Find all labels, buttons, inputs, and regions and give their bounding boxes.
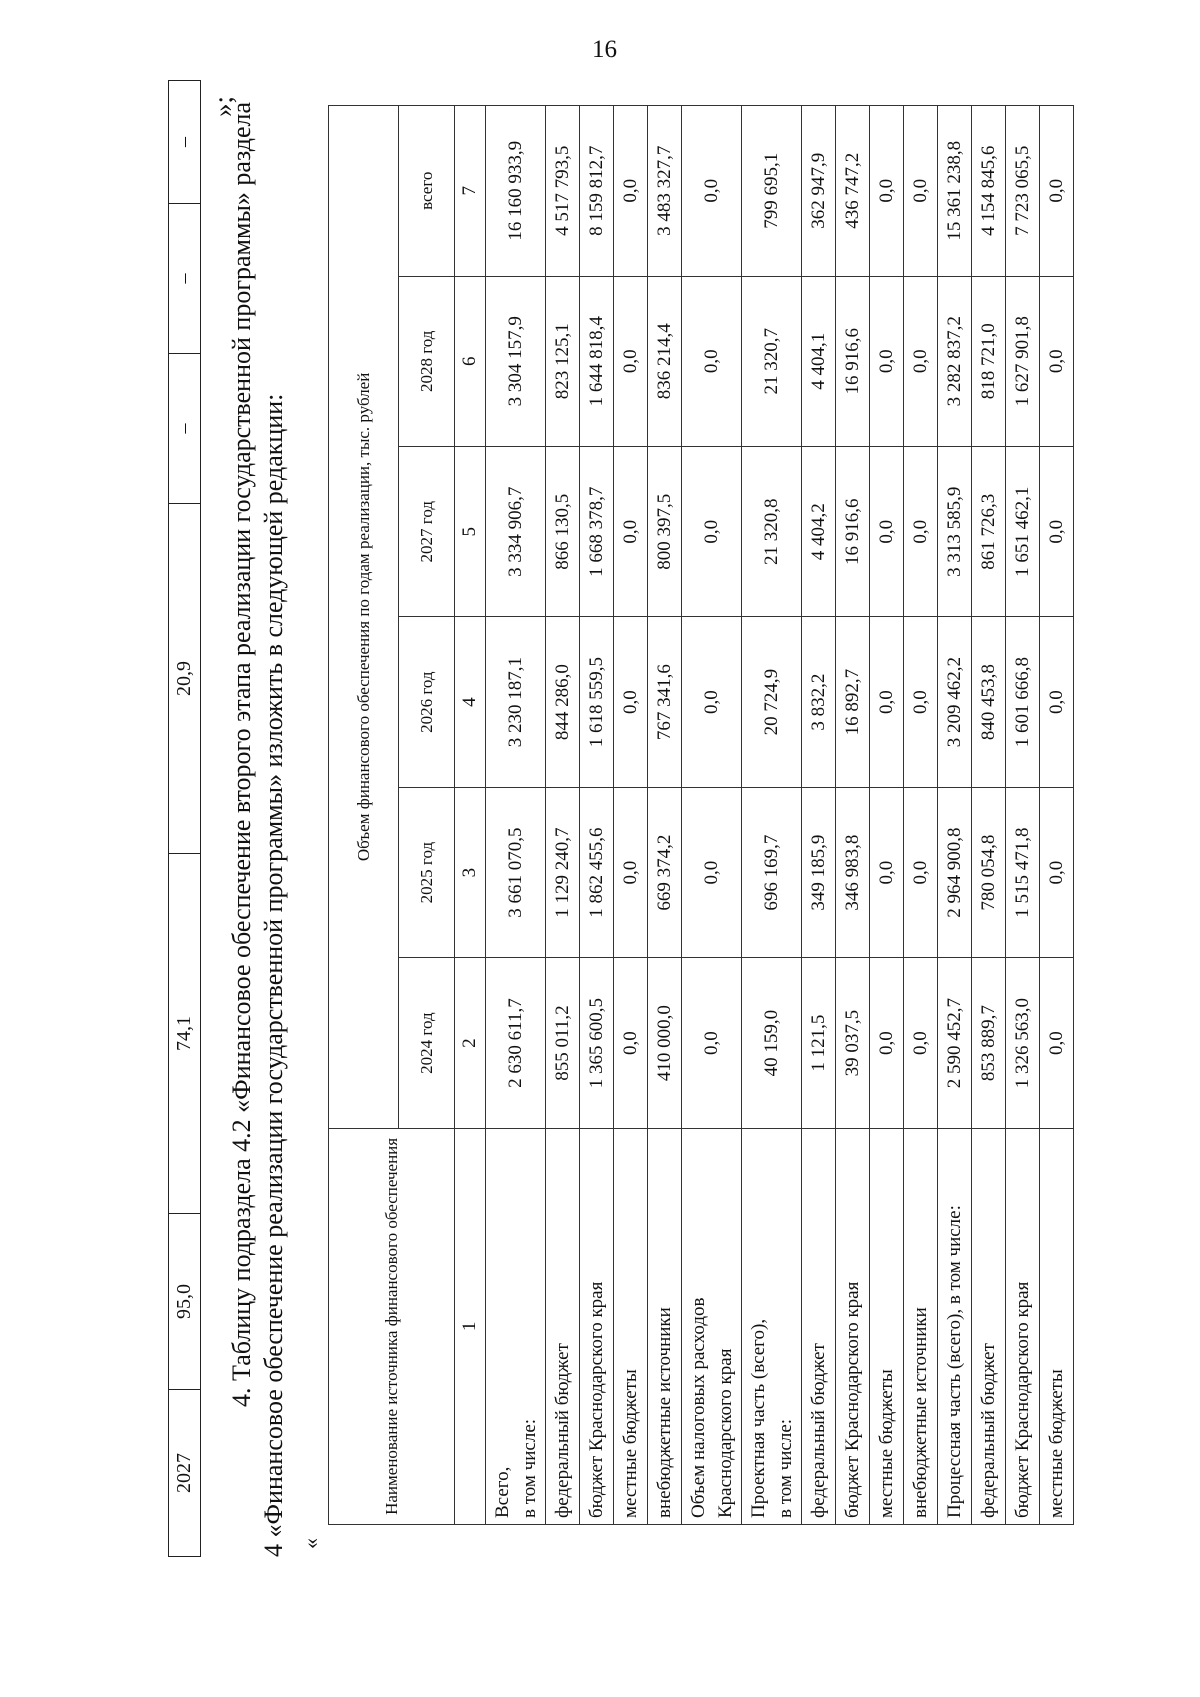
- year-value-cell: 16 892,7: [836, 617, 870, 787]
- year-value-cell: 1 515 471,8: [1006, 787, 1040, 957]
- total-value-cell: 0,0: [870, 106, 904, 277]
- year-value-cell: 3 313 585,9: [938, 446, 972, 616]
- header-year: 2026 год: [399, 617, 455, 787]
- year-value-cell: 0,0: [904, 276, 938, 446]
- year-value-cell: 0,0: [682, 958, 742, 1128]
- year-value-cell: 0,0: [682, 446, 742, 616]
- total-value-cell: 15 361 238,8: [938, 106, 972, 277]
- year-value-cell: 0,0: [1040, 787, 1074, 957]
- year-value-cell: 3 661 070,5: [486, 787, 546, 957]
- column-number: 4: [455, 617, 486, 787]
- year-value-cell: 21 320,8: [742, 446, 802, 616]
- table-row: [1006, 106, 1040, 1525]
- header-year: 2025 год: [399, 787, 455, 957]
- year-value-cell: 0,0: [870, 617, 904, 787]
- year-value-cell: 0,0: [904, 617, 938, 787]
- total-value-cell: 4 154 845,6: [972, 106, 1006, 277]
- table-row: [486, 106, 546, 1525]
- year-value-cell: 780 054,8: [972, 787, 1006, 957]
- total-value-cell: 7 723 065,5: [1006, 106, 1040, 277]
- source-name: Всего,: [491, 1466, 513, 1518]
- prev-cell: 95,0: [169, 1213, 200, 1389]
- year-value-cell: 1 618 559,5: [580, 617, 614, 787]
- table-row: [648, 106, 682, 1525]
- column-number: 1: [455, 1128, 486, 1524]
- year-value-cell: 855 011,2: [546, 958, 580, 1128]
- column-number: 5: [455, 446, 486, 616]
- year-value-cell: 844 286,0: [546, 617, 580, 787]
- prev-cell: 74,1: [169, 853, 200, 1213]
- page-number: 16: [592, 36, 617, 63]
- year-value-cell: 3 334 906,7: [486, 446, 546, 616]
- year-value-cell: 1 651 462,1: [1006, 446, 1040, 616]
- table-row: [904, 106, 938, 1525]
- year-value-cell: 818 721,0: [972, 276, 1006, 446]
- year-value-cell: 823 125,1: [546, 276, 580, 446]
- year-value-cell: 2 590 452,7: [938, 958, 972, 1128]
- year-value-cell: 2 964 900,8: [938, 787, 972, 957]
- source-name-cell: [802, 1128, 836, 1524]
- year-value-cell: 0,0: [614, 958, 648, 1128]
- year-value-cell: 800 397,5: [648, 446, 682, 616]
- prev-cell: 2027: [169, 1389, 200, 1556]
- year-value-cell: 410 000,0: [648, 958, 682, 1128]
- year-value-cell: 1 365 600,5: [580, 958, 614, 1128]
- header-total: всего: [399, 106, 455, 277]
- year-value-cell: 0,0: [1040, 446, 1074, 616]
- source-name-continuation: в том числе:: [518, 1418, 540, 1518]
- closing-quote: »;: [208, 95, 238, 117]
- prev-cell: 20,9: [169, 503, 200, 853]
- year-value-cell: 0,0: [904, 787, 938, 957]
- financing-table: [328, 105, 1074, 1525]
- header-source-name: Наименование источника финансового обеспечения: [329, 1128, 455, 1524]
- source-name: Проектная часть (всего),: [747, 1318, 769, 1518]
- year-value-cell: 0,0: [614, 617, 648, 787]
- source-name-cell: [614, 1128, 648, 1524]
- year-value-cell: 3 304 157,9: [486, 276, 546, 446]
- year-value-cell: 0,0: [1040, 276, 1074, 446]
- source-name: внебюджетные источники: [654, 1307, 675, 1518]
- total-value-cell: 8 159 812,7: [580, 106, 614, 277]
- year-value-cell: 39 037,5: [836, 958, 870, 1128]
- source-name-cell: [870, 1128, 904, 1524]
- year-value-cell: 1 129 240,7: [546, 787, 580, 957]
- year-value-cell: 696 169,7: [742, 787, 802, 957]
- source-name-cell: [580, 1128, 614, 1524]
- opening-quote: «: [298, 1538, 323, 1549]
- year-value-cell: 3 230 187,1: [486, 617, 546, 787]
- year-value-cell: 3 209 462,2: [938, 617, 972, 787]
- year-value-cell: 1 627 901,8: [1006, 276, 1040, 446]
- total-value-cell: 436 747,2: [836, 106, 870, 277]
- table-row: [1040, 106, 1074, 1525]
- source-name: Объем налоговых расходов: [687, 1297, 709, 1518]
- table-row: [938, 106, 972, 1525]
- table-row: [742, 106, 802, 1525]
- year-value-cell: 1 326 563,0: [1006, 958, 1040, 1128]
- year-value-cell: 1 601 666,8: [1006, 617, 1040, 787]
- source-name-continuation: в том числе:: [774, 1418, 796, 1518]
- total-value-cell: 0,0: [614, 106, 648, 277]
- source-name-cell: [486, 1128, 546, 1524]
- total-value-cell: 362 947,9: [802, 106, 836, 277]
- total-value-cell: 4 517 793,5: [546, 106, 580, 277]
- column-number: 6: [455, 276, 486, 446]
- year-value-cell: 0,0: [614, 787, 648, 957]
- header-year: 2027 год: [399, 446, 455, 616]
- year-value-cell: 0,0: [614, 446, 648, 616]
- year-value-cell: 20 724,9: [742, 617, 802, 787]
- source-name-cell: [682, 1128, 742, 1524]
- year-value-cell: 0,0: [614, 276, 648, 446]
- heading-line-2: 4 «Финансовое обеспечение реализации государственной программы» изложить в следующей редакции:: [259, 393, 288, 1557]
- year-value-cell: 346 983,8: [836, 787, 870, 957]
- year-value-cell: 0,0: [1040, 617, 1074, 787]
- year-value-cell: 840 453,8: [972, 617, 1006, 787]
- amendment-heading: [226, 101, 290, 1557]
- year-value-cell: 3 282 837,2: [938, 276, 972, 446]
- year-value-cell: 861 726,3: [972, 446, 1006, 616]
- source-name: федеральный бюджет: [978, 1343, 999, 1518]
- year-value-cell: 3 832,2: [802, 617, 836, 787]
- year-value-cell: 0,0: [870, 446, 904, 616]
- source-name: федеральный бюджет: [808, 1343, 829, 1518]
- total-value-cell: 0,0: [682, 106, 742, 277]
- year-value-cell: 767 341,6: [648, 617, 682, 787]
- source-name-cell: [1040, 1128, 1074, 1524]
- year-value-cell: 853 889,7: [972, 958, 1006, 1128]
- year-value-cell: 0,0: [904, 446, 938, 616]
- source-name-cell: [972, 1128, 1006, 1524]
- year-value-cell: 16 916,6: [836, 276, 870, 446]
- year-value-cell: 0,0: [870, 276, 904, 446]
- year-value-cell: 0,0: [870, 958, 904, 1128]
- year-value-cell: 0,0: [682, 787, 742, 957]
- source-name: федеральный бюджет: [552, 1343, 573, 1518]
- previous-table-row: [168, 80, 201, 1557]
- year-value-cell: 1 862 455,6: [580, 787, 614, 957]
- heading-line-1: 4. Таблицу подраздела 4.2 «Финансовое обеспечение второго этапа реализации государственной программы» раздела: [227, 101, 256, 1407]
- source-name-cell: [742, 1128, 802, 1524]
- table-row: [870, 106, 904, 1525]
- year-value-cell: 866 130,5: [546, 446, 580, 616]
- year-value-cell: 1 644 818,4: [580, 276, 614, 446]
- year-value-cell: 669 374,2: [648, 787, 682, 957]
- source-name-cell: [648, 1128, 682, 1524]
- year-value-cell: 2 630 611,7: [486, 958, 546, 1128]
- source-name-continuation: Краснодарского края: [714, 1348, 736, 1518]
- table-row: [546, 106, 580, 1525]
- table-row: [802, 106, 836, 1525]
- year-value-cell: 0,0: [682, 617, 742, 787]
- source-name: местные бюджеты: [1046, 1369, 1067, 1518]
- source-name: бюджет Краснодарского края: [1012, 1281, 1033, 1518]
- source-name: Процессная часть (всего), в том числе:: [944, 1205, 965, 1518]
- total-value-cell: 16 160 933,9: [486, 106, 546, 277]
- source-name-cell: [546, 1128, 580, 1524]
- table-row: [614, 106, 648, 1525]
- source-name-cell: [938, 1128, 972, 1524]
- column-number: 2: [455, 958, 486, 1128]
- total-value-cell: 799 695,1: [742, 106, 802, 277]
- year-value-cell: 0,0: [870, 787, 904, 957]
- header-volume-group: Объем финансового обеспечения по годам реализации, тыс. рублей: [329, 106, 399, 1129]
- total-value-cell: 0,0: [1040, 106, 1074, 277]
- source-name: местные бюджеты: [876, 1369, 897, 1518]
- year-value-cell: 1 668 378,7: [580, 446, 614, 616]
- source-name: местные бюджеты: [620, 1369, 641, 1518]
- column-number: 7: [455, 106, 486, 277]
- column-number: 3: [455, 787, 486, 957]
- year-value-cell: 0,0: [1040, 958, 1074, 1128]
- prev-cell: –: [173, 137, 195, 147]
- year-value-cell: 349 185,9: [802, 787, 836, 957]
- table-row: [682, 106, 742, 1525]
- total-value-cell: 3 483 327,7: [648, 106, 682, 277]
- year-value-cell: 1 121,5: [802, 958, 836, 1128]
- year-value-cell: 21 320,7: [742, 276, 802, 446]
- total-value-cell: 0,0: [904, 106, 938, 277]
- source-name-cell: [1006, 1128, 1040, 1524]
- year-value-cell: 4 404,2: [802, 446, 836, 616]
- header-year: 2024 год: [399, 958, 455, 1128]
- year-value-cell: 40 159,0: [742, 958, 802, 1128]
- year-value-cell: 0,0: [682, 276, 742, 446]
- prev-cell: –: [169, 203, 200, 353]
- year-value-cell: 4 404,1: [802, 276, 836, 446]
- source-name: бюджет Краснодарского края: [586, 1281, 607, 1518]
- year-value-cell: 16 916,6: [836, 446, 870, 616]
- source-name-cell: [904, 1128, 938, 1524]
- year-value-cell: 0,0: [904, 958, 938, 1128]
- table-row: [972, 106, 1006, 1525]
- source-name-cell: [836, 1128, 870, 1524]
- table-row: [580, 106, 614, 1525]
- prev-cell: –: [169, 353, 200, 503]
- source-name: бюджет Краснодарского края: [842, 1281, 863, 1518]
- header-year: 2028 год: [399, 276, 455, 446]
- year-value-cell: 836 214,4: [648, 276, 682, 446]
- table-row: [836, 106, 870, 1525]
- source-name: внебюджетные источники: [910, 1307, 931, 1518]
